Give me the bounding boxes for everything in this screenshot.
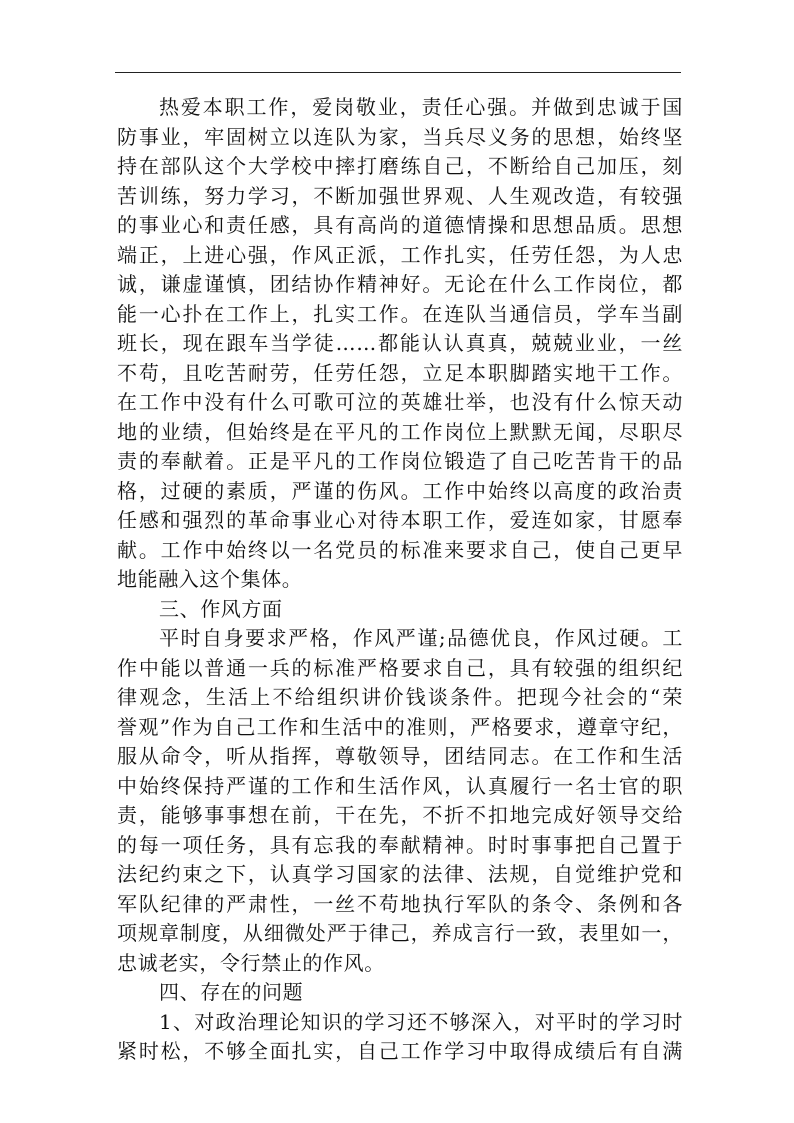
text-line: 格，过硬的素质，严谨的伤风。工作中始终以高度的政治责 <box>117 478 683 503</box>
text-line: 服从命令，听从指挥，尊敬领导，团结同志。在工作和生活 <box>117 744 683 768</box>
text-line: 1、对政治理论知识的学习还不够深入，对平时的学习时 <box>159 1009 683 1034</box>
text-line: 军队纪律的严肃性，一丝不苟地执行军队的条令、条例和各 <box>117 891 683 916</box>
text-line: 防事业，牢固树立以连队为家，当兵尽义务的思想，始终坚 <box>117 124 683 149</box>
text-line: 忠诚老实，令行禁止的作风。 <box>117 950 385 975</box>
header-rule <box>115 72 681 73</box>
text-line: 紧时松，不够全面扎实，自己工作学习中取得成绩后有自满 <box>117 1039 683 1063</box>
text-line: 中始终保持严谨的工作和生活作风，认真履行一名士官的职 <box>117 773 683 798</box>
text-line: 律观念，生活上不给组织讲价钱谈条件。把现今社会的“荣 <box>117 685 683 709</box>
text-line: 苦训练，努力学习，不断加强世界观、人生观改造，有较强 <box>117 183 683 208</box>
text-line: 作中能以普通一兵的标准严格要求自己，具有较强的组织纪 <box>117 655 683 680</box>
text-line: 能一心扑在工作上，扎实工作。在连队当通信员，学车当副 <box>117 301 683 326</box>
text-line: 项规章制度，从细微处严于律己，养成言行一致，表里如一， <box>117 921 683 945</box>
document-body <box>117 93 683 1067</box>
text-line: 法纪约束之下，认真学习国家的法律、法规，自觉维护党和 <box>117 862 683 886</box>
text-line: 的每一项任务，具有忘我的奉献精神。时时事事把自己置于 <box>117 832 683 857</box>
text-line: 持在部队这个大学校中摔打磨练自己，不断给自己加压，刻 <box>117 154 683 178</box>
text-line: 四、存在的问题 <box>159 980 304 1004</box>
text-line: 在工作中没有什么可歌可泣的英雄壮举，也没有什么惊天动 <box>117 390 683 414</box>
text-line: 献。工作中始终以一名党员的标准来要求自己，使自己更早 <box>117 537 683 562</box>
text-line: 的事业心和责任感，具有高尚的道德情操和思想品质。思想 <box>117 213 683 237</box>
text-line: 地能融入这个集体。 <box>117 567 303 591</box>
text-line: 誉观”作为自己工作和生活中的准则，严格要求，遵章守纪， <box>117 714 683 739</box>
text-line: 班长，现在跟车当学徒……都能认认真真，兢兢业业，一丝 <box>117 331 683 355</box>
text-line: 地的业绩，但始终是在平凡的工作岗位上默默无闻，尽职尽 <box>117 419 683 444</box>
text-line: 任感和强烈的革命事业心对待本职工作，爱连如家，甘愿奉 <box>117 508 683 532</box>
text-line: 诚，谦虚谨慎，团结协作精神好。无论在什么工作岗位，都 <box>117 272 683 296</box>
text-line: 平时自身要求严格，作风严谨;品德优良，作风过硬。工 <box>159 626 683 650</box>
text-line: 端正，上进心强，作风正派，工作扎实，任劳任怨，为人忠 <box>117 242 683 267</box>
text-line: 责的奉献着。正是平凡的工作岗位锻造了自己吃苦肯干的品 <box>117 449 683 473</box>
text-line: 热爱本职工作，爱岗敬业，责任心强。并做到忠诚于国 <box>159 95 683 119</box>
text-line: 三、作风方面 <box>159 596 283 621</box>
text-line: 责，能够事事想在前，干在先，不折不扣地完成好领导交给 <box>117 803 683 827</box>
text-line: 不苟，且吃苦耐劳，任劳任怨，立足本职脚踏实地干工作。 <box>117 360 683 385</box>
